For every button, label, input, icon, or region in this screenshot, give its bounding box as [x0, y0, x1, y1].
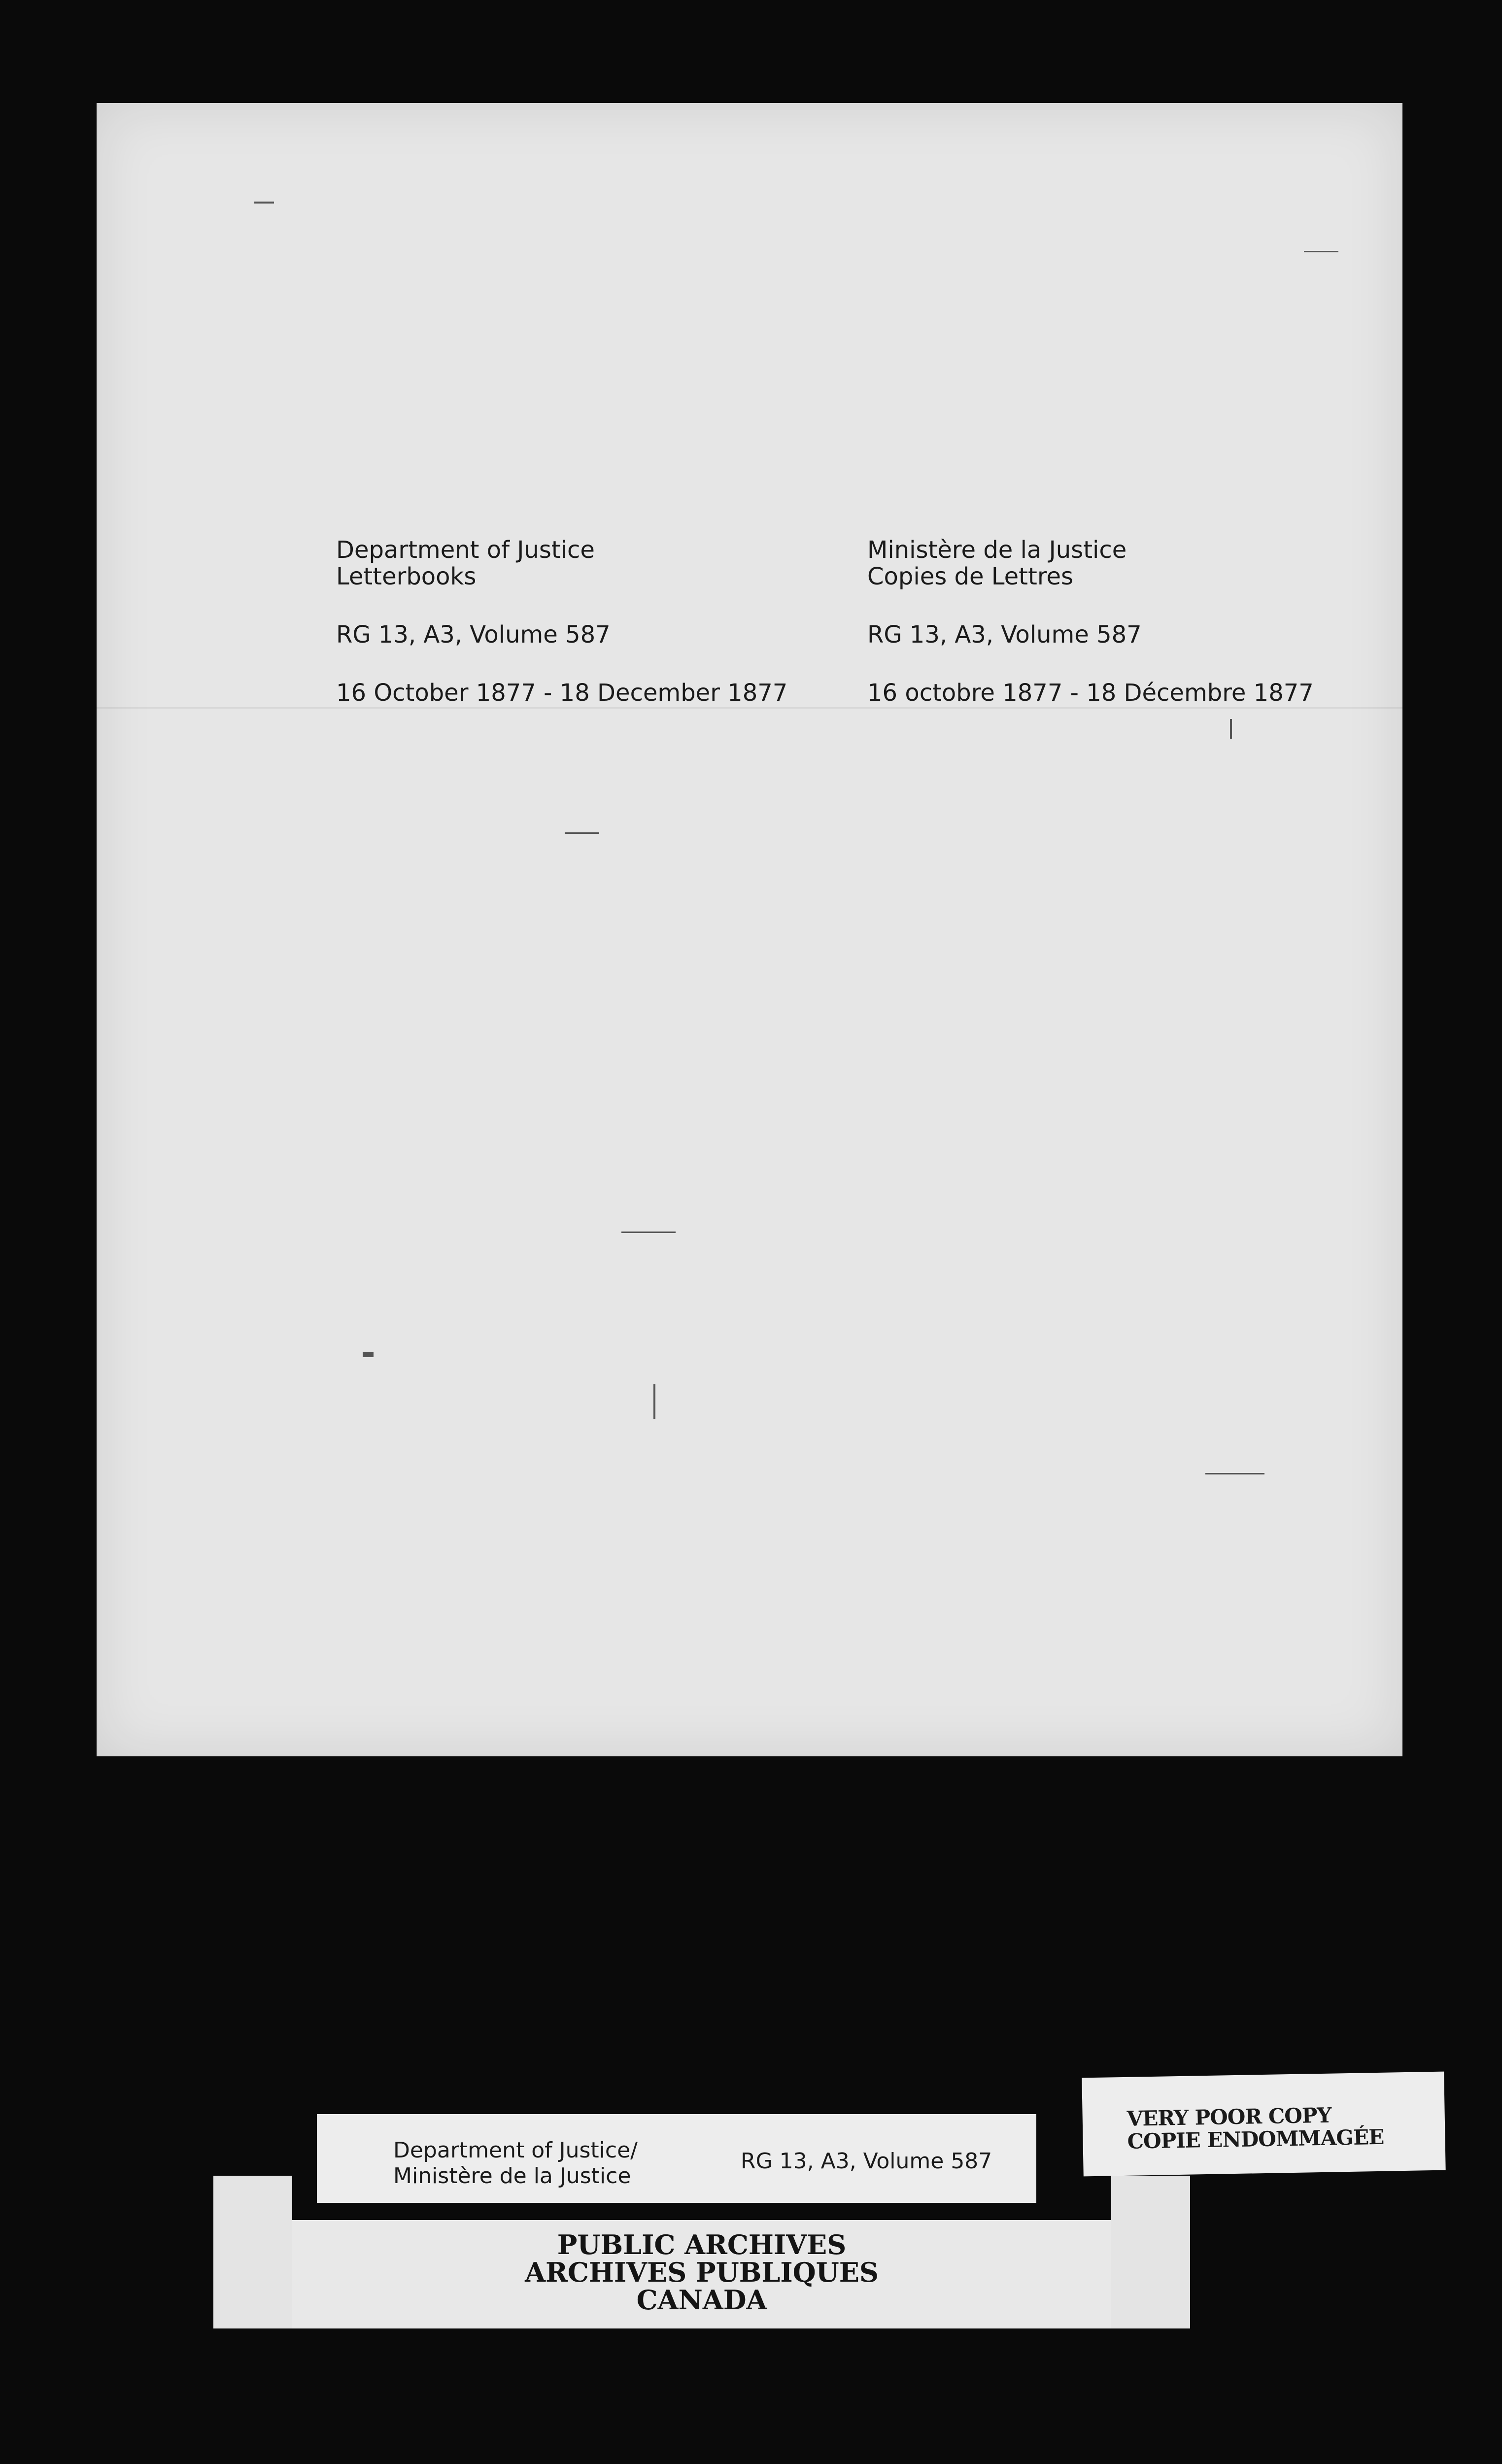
french-series: Copies de Lettres — [867, 563, 1074, 590]
document-page — [97, 103, 1402, 1756]
archives-line-2: ARCHIVES PUBLIQUES — [525, 2257, 879, 2288]
dust-speck — [653, 1384, 655, 1419]
warning-english: VERY POOR COPY — [1126, 2103, 1331, 2131]
archives-line-3: CANADA — [636, 2284, 767, 2316]
english-reference: RG 13, A3, Volume 587 — [336, 621, 611, 649]
english-dates: 16 October 1877 - 18 December 1877 — [336, 679, 788, 707]
dust-speck — [565, 832, 599, 834]
archives-stamp — [213, 2176, 1190, 2328]
warning-french: COPIE ENDOMMAGÉE — [1127, 2124, 1384, 2154]
label-department-line-2: Ministère de la Justice — [393, 2163, 631, 2189]
french-dates: 16 octobre 1877 - 18 Décembre 1877 — [867, 679, 1314, 707]
english-department: Department of Justice — [336, 536, 595, 564]
dust-speck — [363, 1352, 374, 1357]
copy-quality-warning — [1082, 2072, 1445, 2177]
label-department-line-1: Department of Justice/ — [393, 2138, 638, 2163]
dust-speck — [254, 202, 274, 204]
english-series: Letterbooks — [336, 563, 477, 590]
dust-speck — [1230, 719, 1232, 739]
label-reference: RG 13, A3, Volume 587 — [741, 2149, 992, 2174]
dust-speck — [1304, 251, 1338, 252]
english-heading-block — [336, 537, 787, 706]
french-reference: RG 13, A3, Volume 587 — [867, 621, 1142, 649]
french-department: Ministère de la Justice — [867, 536, 1127, 564]
archives-stamp-text — [213, 2231, 1190, 2314]
fold-line — [97, 707, 1402, 709]
dust-speck — [1205, 1473, 1264, 1474]
dust-speck — [621, 1232, 676, 1233]
french-heading-block — [867, 537, 1314, 706]
archives-line-1: PUBLIC ARCHIVES — [557, 2229, 847, 2260]
